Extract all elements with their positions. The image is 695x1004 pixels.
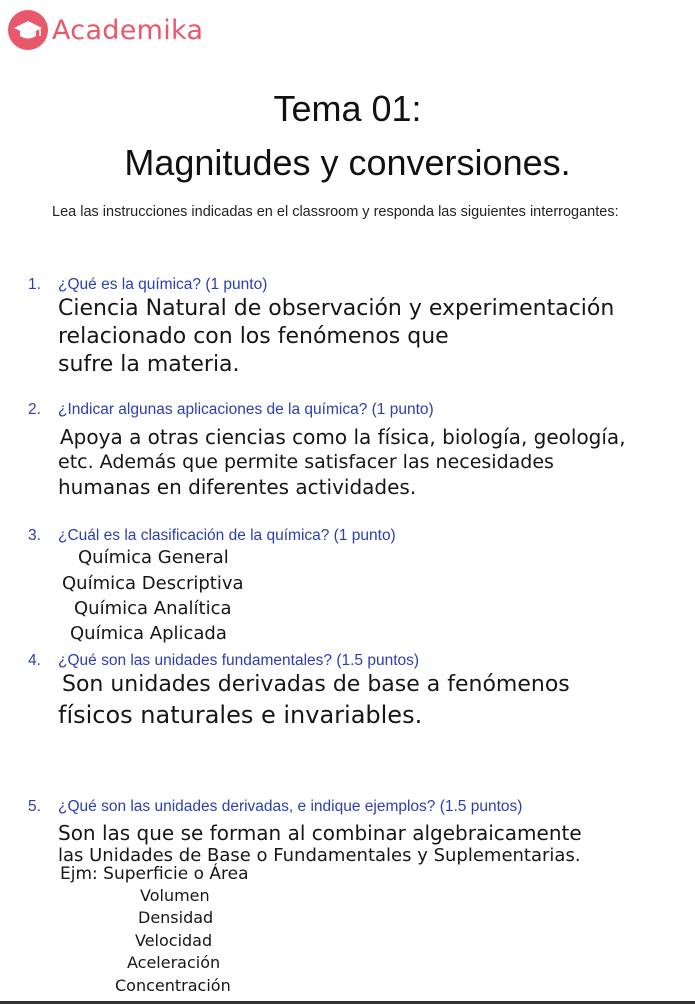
question-text: ¿Indicar algunas aplicaciones de la química? (1 punto) [58,401,434,418]
answer-5-line-1: Son las que se forman al combinar algebraicamente [58,821,582,845]
answer-2-line-2: etc. Además que permite satisfacer las necesidades [58,451,554,473]
answer-5-line-2: las Unidades de Base o Fundamentales y Suplementarias. [58,845,581,866]
answer-3-line-1: Química General [78,547,229,568]
answer-3-line-4: Química Aplicada [70,623,227,644]
question-number: 4. [28,652,41,669]
answer-1-line-2: relacionado con los fenómenos que [58,324,449,349]
question-5 [28,798,522,816]
question-1 [28,276,267,294]
question-2 [28,401,434,419]
brand-name: Academika [52,14,204,46]
answer-5-line-6: Velocidad [135,931,213,950]
question-number: 3. [28,527,41,544]
answer-1-line-1: Ciencia Natural de observación y experimentación [58,296,615,321]
answer-5-line-4: Volumen [140,886,210,905]
academika-logo [8,10,203,50]
answer-3-line-2: Química Descriptiva [62,573,244,594]
question-number: 2. [28,401,41,418]
graduation-cap-icon [8,10,48,50]
answer-3-line-3: Química Analítica [74,598,232,619]
page-title-topic: Tema 01: [273,88,422,129]
answer-4-line-1: Son unidades derivadas de base a fenómenos [62,672,570,697]
question-number: 1. [28,276,41,293]
question-number: 5. [28,798,41,815]
question-text: ¿Qué es la química? (1 punto) [58,276,268,293]
question-3 [28,527,396,545]
answer-5-line-5: Densidad [138,908,214,927]
question-4 [28,652,419,670]
answer-2-line-3: humanas en diferentes actividades. [58,475,417,499]
answer-4-line-2: físicos naturales e invariables. [58,701,423,729]
answer-5-line-8: Concentración [115,976,231,995]
question-text: ¿Qué son las unidades fundamentales? (1.5 puntos) [58,652,420,669]
answer-5-line-3: Ejm: Superficie o Área [60,864,249,884]
answer-2-line-1: Apoya a otras ciencias como la física, biología, geología, [60,425,626,449]
question-text: ¿Qué son las unidades derivadas, e indique ejemplos? (1.5 puntos) [58,798,523,815]
page-title-subject: Magnitudes y conversiones. [124,142,571,183]
question-text: ¿Cuál es la clasificación de la química? (1 punto) [58,527,396,544]
answer-5-line-7: Aceleración [127,953,221,972]
instructions-text: Lea las instrucciones indicadas en el classroom y responda las siguientes interrogantes: [52,204,619,220]
answer-1-line-3: sufre la materia. [58,352,240,377]
